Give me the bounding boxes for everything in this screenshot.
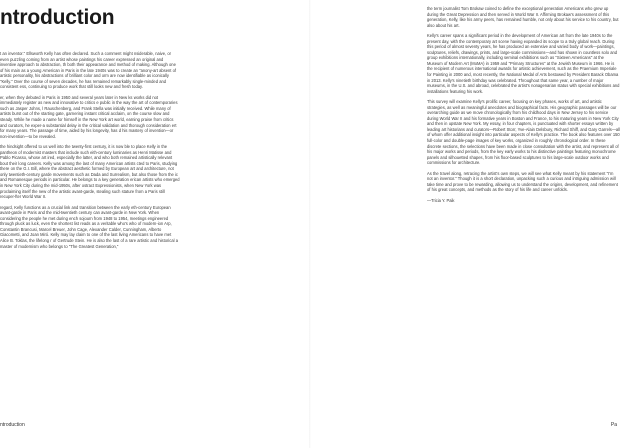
body-paragraph: Kelly's career spans a significant period in the development of American art from the late 1940s to the present day, with the contemporary art scene having expanded its scope to a truly global reach. During this period of almost seventy years, he has produced an extensive and varied body of work—paintings, sculptures, reliefs, drawings, prints, and large-scale commissions—and has shown in countless solo and group exhibitions internationally, including seminal exhibitions such as "Sixteen Americans" at the Museum of Modern Art (MoMA) in 1959 and "Primary Structures" at the Jewish Museum in 1966. He is the recipient of numerous international awards for artistic achievement, such as the Praemium Imperiale for Painting in 2000 and, most recently, the National Medal of Arts bestowed by President Barack Obama in 2013. Kelly's ninetieth birthday was celebrated. Throughout that same year, a number of major museums, in the U.S. and abroad, celebrated the artist's nonagenarian status with special exhibitions and installations featuring his work. — [427, 33, 620, 94]
body-paragraph: As the travel along, retracing the artist's own steps, we will see what Kelly meant by his statement "I'm not an inventor." Though it is a short declaration, unpacking such a curious and intriguing admission will take time and prove to be rewarding, allowing us to understand the origins, development, and refinement of his great concepts, and methods as the story of his life and career unfolds. — [427, 170, 618, 193]
running-footer-right: Pa — [610, 422, 617, 428]
body-paragraph: t an inventor." Ellsworth Kelly has often declared. Such a comment might nsiderable, naive, or even puzzling coming from an artist whose paintings his career expressed an original and inventive approach to abstraction, th both their appearance and method of making. Although one of his main as a young American in Paris in the late 1940s was to create an "anony-art absent of artistic personality, his abstractions of brilliant color and orm are now identifiable as iconically "Kelly." Over the course of seven decades, he has remained remarkably single-minded and consistent ess, continuing to produce work that still looks new and fresh today. — [0, 51, 177, 90]
body-paragraph: er, when they debuted in Paris in 1950 and several years later in New ks works did not immediately register as new and innovative to critics e public in the way the art of contemporaries such as Jasper Johns, l Rauschenberg, and Frank Stella was initially received. While many of artists burst out of the starting gate, garnering instant critical acclaim, on the course slow and steady. While he made a name for himself in the New York art world, earning praise from critics and curators, he exper-a substantial delay in the critical validation and thorough consideration ert for many years. The passage of time, aided by his longevity, has d his mastery of invention—or non-invention—to be revealed. — [0, 94, 178, 139]
chapter-title: ntroduction — [0, 6, 115, 29]
body-paragraph: This survey will examine Kelly's prolific career, focusing on key phases, works of art, and artistic strategies, as well as meaningful anecdotes and biographical facts. His geographic passages will be our overarching guide as we move chronologically from his childhood days in New Jersey to his service during World War II and his formative years in Boston and France, to his maturing years in New York City and then in upstate New York. My essay, in four chapters, is punctuated with shorter essays written by leading art historians and curators—Robert Storr, Yve-Alain Delsbury, Richard Shiff, and Gary Garrels—all of whom offer additional insight into particular aspects of Kelly's practice. The book also features over 150 full-color and double-page images of key works, organized in roughly chronological order. In these discrete sections, the selections have been made in close consultation with the artist, and represent all of his major works and periods, from the key early works to his distinctive paintings featuring monochrome panels and silhouetted shapes, from his floor-based sculptures to his large-scale outdoor works and commissions for architecture. — [427, 99, 620, 166]
running-footer-left: ntroduction — [0, 422, 25, 428]
left-text-column — [0, 51, 180, 254]
right-text-column — [427, 6, 620, 204]
body-paragraph: regard, Kelly functions as a crucial link and transition between the early eth-century European avant-garde in Paris and the mid-twentieth century can avant-garde in New York. When considering the people he met during ench sojourn from 1948 to 1954, meetings engineered through pluck as luck, even the shortest list reads as a veritable who's who of modern-ion Arp, Constantin Brancusi, Marcel Breuer, John Cage, Alexander Calder, Cunningham, Alberto Giacometti, and Joan Miró. Kelly may lay claim to one of the last living Americans to have met Alice B. Toklas, the lifelong r of Gertrude Stein. He is also the last of a rare artistic and historical a master of modernism who belongs to "The Greatest Generation," — [0, 204, 179, 249]
body-paragraph: the term journalist Tom Brokaw coined to define the exceptional generation Americans who grew up during the Great Depression and then served in World War II. Affirming Brokaw's assessment of this generation, Kelly, like his army peers, has remained humble, not only about his service to his country, but also about his art. — [427, 6, 619, 28]
right-page — [310, 0, 620, 448]
author-signature: —Tricia Y. Paik — [427, 197, 455, 203]
body-paragraph: the hindsight offered to us well into the twenty-first century, it is now ble to place Kelly in the pantheon of modernist masters that include such eith-century luminaries as Henri Matisse and Pablo Picasso, whose art ired, especially the latter, and who both remained artistically relevant bout their long careers. Kelly was among the last of many American artists cted to Paris, studying there on the G.I. Bill, where the abstract aesthetic formed by European art and architecture, not only twentieth-century garde movements such as Dada and Surrealism, but also those from the ic and Romanesque periods in particular. He belongs to a key generation erican artists who emerged in New York City during the mid-1950s, after ostract Expressionists, when New York was proclaiming itself the new of the artistic avant-garde, stealing such stature from a Paris still recuper-fter World War II. — [0, 144, 180, 200]
